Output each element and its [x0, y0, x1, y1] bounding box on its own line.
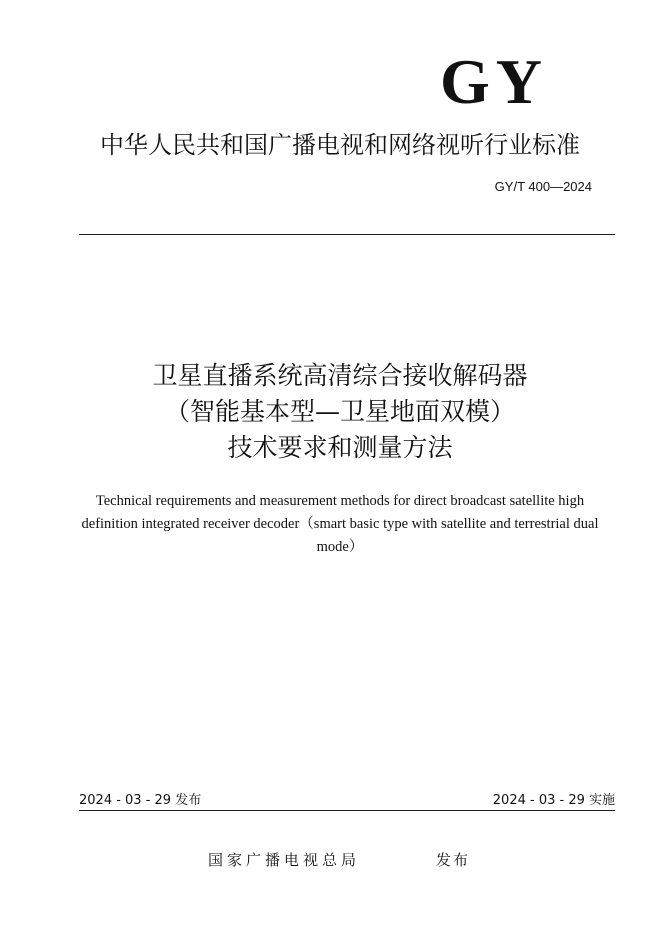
chinese-title-line-2: （智能基本型—卫星地面双模） [164, 397, 515, 426]
chinese-title [60, 358, 620, 466]
publish-label: 发布 [436, 851, 471, 869]
dates-row [79, 791, 615, 811]
chinese-title-line-3: 技术要求和测量方法 [227, 433, 453, 462]
implementation-date: 2024 - 03 - 29 实施 [492, 793, 615, 808]
standard-number: GY/T 400—2024 [494, 179, 592, 194]
gy-logo: GY [440, 46, 548, 117]
publisher-name: 国家广播电视总局 [208, 851, 361, 869]
release-date: 2024 - 03 - 29 发布 [79, 793, 202, 808]
issuer-title: 中华人民共和国广播电视和网络视听行业标准 [100, 131, 580, 159]
english-title: Technical requirements and measurement methods for direct broadcast satellite high definition integrated receiver decoder（smart basic type with satellite and terrestrial dual mode） [81, 493, 599, 555]
footer-divider [79, 810, 615, 811]
chinese-title-line-1: 卫星直播系统高清综合接收解码器 [152, 361, 528, 390]
publisher-line [200, 848, 500, 872]
header-divider [79, 234, 615, 235]
